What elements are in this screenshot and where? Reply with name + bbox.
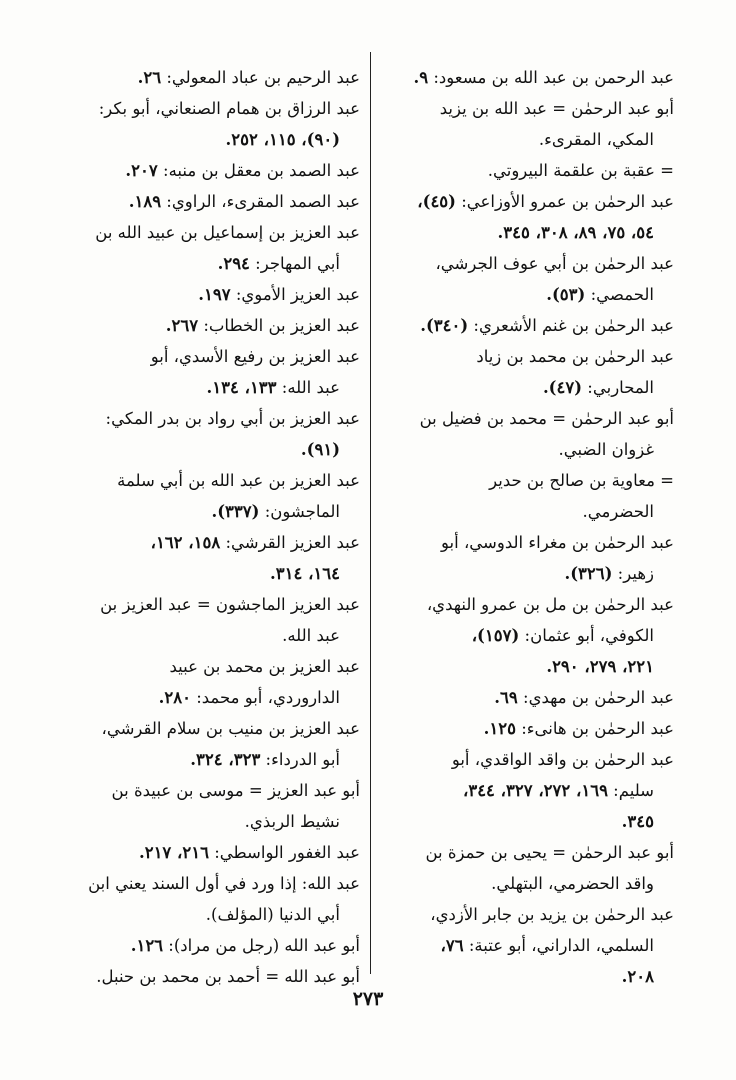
entry-name: أبو عبد الرحمٰن = محمد بن فضيل بن [419,409,674,428]
entry-name: عبد العزيز بن منيب بن سلام القرشي، [101,719,360,738]
index-entry [68,62,360,93]
page-references: ٢٦. [137,68,162,87]
entry-name: أبي الدنيا (المؤلف). [205,905,340,924]
entry-name: عبد الرحمٰن بن غنم الأشعري: [468,316,674,335]
entry-line [68,713,360,744]
index-entry [68,93,360,155]
entry-name: سليم: [607,781,654,800]
entry-line [68,465,360,496]
page-references: (٤٥)، [417,192,456,211]
entry-name: عبد الله: إذا ورد في أول السند يعني ابن [88,874,360,893]
entry-name: عبد العزيز بن محمد بن عبيد [169,657,360,676]
page-references: (٣٤٠). [420,316,469,335]
entry-line [378,744,674,775]
entry-line [378,186,674,217]
index-column-left [68,62,360,992]
entry-name: الحضرمي. [582,502,654,521]
entry-name: أبو عبد الرحمٰن = عبد الله بن يزيد [439,99,674,118]
entry-line [378,465,674,496]
entry-line [68,403,360,434]
entry-name: زهير: [612,564,654,583]
index-entry [378,341,674,403]
index-entry [378,62,674,93]
entry-name: المحاربي: [582,378,654,397]
page-references: ٦٩. [494,688,518,707]
page-references: ٢٢١، ٢٧٩، ٢٩٠. [546,657,654,676]
entry-name: عبد الصمد المقرىء، الراوي: [161,192,360,211]
index-entry [68,279,360,310]
page-references: ١٩٧. [198,285,231,304]
index-entry [378,155,674,186]
entry-line [378,868,674,899]
index-entry [68,527,360,589]
entry-line [378,341,674,372]
entry-line [68,682,360,713]
index-entry [378,248,674,310]
entry-name: عبد الرحيم بن عباد المعولي: [161,68,360,87]
page-references: (٥٣). [546,285,586,304]
index-entry [378,93,674,155]
page-references: ٢٠٧. [125,161,158,180]
entry-name: الكوفي، أبو عثمان: [519,626,654,645]
entry-line [378,775,674,806]
entry-line [68,744,360,775]
page-references: ٣٤٥. [621,812,654,831]
index-entry [378,527,674,589]
page-references: ١٢٦. [130,936,164,955]
page-references: (٤٧). [542,378,583,397]
entry-name: السلمي، الداراني، أبو عتبة: [463,936,654,955]
entry-name: أبو الدرداء: [260,750,340,769]
page-references: ٢٩٤. [217,254,250,273]
entry-name: عبد الرحمٰن بن أبي عوف الجرشي، [435,254,674,273]
index-entry [378,744,674,837]
page-references: ١٢٥. [483,719,516,738]
index-entry [68,186,360,217]
entry-line [378,93,674,124]
page-references: ٢٦٧. [165,316,199,335]
index-entry [378,837,674,899]
entry-line [378,527,674,558]
page-references: ١٣٣، ١٣٤. [206,378,277,397]
entry-name: غزوان الضبي. [558,440,654,459]
entry-name: عبد الرزاق بن همام الصنعاني، أبو بكر: [98,99,360,118]
page-references: (٩١). [300,440,340,459]
page-references: ٢١٦، ٢١٧. [138,843,209,862]
entry-name: عبد الرحمٰن بن مل بن عمرو النهدي، [426,595,674,614]
index-entry [68,341,360,403]
index-entry [68,155,360,186]
entry-line [378,837,674,868]
page-references: ٥٤، ٧٥، ٨٩، ٣٠٨، ٣٤٥. [497,223,654,242]
entry-name: واقد الحضرمي، البتهلي. [491,874,654,893]
entry-line [378,124,674,155]
page-references: ١٦٩، ٢٧٢، ٣٢٧، ٣٤٤، [463,781,608,800]
entry-name: أبو عبد الله (رجل من مراد): [163,936,360,955]
entry-name: عبد الرحمٰن بن واقد الواقدي، أبو [451,750,674,769]
entry-name: عبد الرحمٰن بن محمد بن زياد [476,347,674,366]
entry-name: عبد العزيز الماجشون = عبد العزيز بن [100,595,360,614]
entry-line [68,868,360,899]
entry-line [68,589,360,620]
entry-name: عبد الصمد بن معقل بن منبه: [157,161,360,180]
page-references: (٣٢٦). [564,564,613,583]
entry-line [68,310,360,341]
entry-line [378,682,674,713]
entry-name: عبد الرحمٰن بن عمرو الأوزاعي: [455,192,674,211]
entry-line [378,217,674,248]
entry-name: عبد العزيز الأموي: [230,285,360,304]
entry-name: الداروردي، أبو محمد: [190,688,340,707]
index-entry [68,713,360,775]
index-entry [378,713,674,744]
entry-line [68,93,360,124]
entry-line [378,279,674,310]
entry-line [68,124,360,155]
index-entry [378,186,674,248]
index-entry [68,837,360,868]
entry-name: = عقبة بن علقمة البيروتي. [487,161,674,180]
entry-line [378,651,674,682]
index-entry [68,465,360,527]
entry-name: أبو عبد العزيز = موسى بن عبيدة بن [111,781,360,800]
entry-line [378,310,674,341]
page-references: (١٥٧)، [471,626,520,645]
entry-name: عبد العزيز بن رفيع الأسدي، أبو [150,347,360,366]
entry-line [68,155,360,186]
index-entry [68,930,360,961]
page-references: (٩٠)، ١١٥، ٢٥٢. [225,130,340,149]
entry-name: = معاوية بن صالح بن حدير [489,471,674,490]
entry-line [378,558,674,589]
page-references: ٧٦، [440,936,464,955]
entry-name: عبد العزيز القرشي: [220,533,360,552]
entry-name: عبد الله. [282,626,340,645]
entry-line [378,713,674,744]
entry-name: الحمصي: [585,285,654,304]
page-references: ١٥٨، ١٦٢، [150,533,221,552]
entry-name: عبد العزيز بن عبد الله بن أبي سلمة [117,471,360,490]
index-entry [378,899,674,992]
entry-name: الماجشون: [259,502,340,521]
entry-line [68,558,360,589]
entry-line [378,620,674,651]
entry-line [68,651,360,682]
index-entry [68,589,360,651]
page-references: ٣٢٣، ٣٢٤. [190,750,261,769]
entry-name: عبد الغفور الواسطي: [208,843,360,862]
entry-name: عبد العزيز بن إسماعيل بن عبيد الله بن [95,223,360,242]
entry-line [68,775,360,806]
page-references: ١٦٤، ٣١٤. [269,564,340,583]
column-divider [370,52,371,974]
entry-name: عبد الرحمٰن بن مهدي: [517,688,674,707]
entry-line [68,372,360,403]
entry-line [68,217,360,248]
index-entry [68,310,360,341]
entry-name: أبو عبد الرحمٰن = يحيى بن حمزة بن [425,843,674,862]
entry-line [378,806,674,837]
entry-line [378,434,674,465]
page-references: ٢٠٨. [621,967,654,986]
entry-line [68,248,360,279]
entry-name: عبد الرحمن بن عبد الله بن مسعود: [428,68,674,87]
index-entry [68,651,360,713]
entry-line [68,434,360,465]
index-entry [378,589,674,682]
entry-name: نشيط الربذي. [244,812,340,831]
index-entry [68,217,360,279]
index-entry [378,310,674,341]
index-entry [378,403,674,465]
entry-line [68,186,360,217]
entry-name: عبد الرحمٰن بن هانىء: [515,719,674,738]
entry-line [378,62,674,93]
entry-line [378,899,674,930]
entry-line [68,620,360,651]
entry-name: المكي، المقرىء. [538,130,654,149]
entry-line [378,155,674,186]
entry-line [68,837,360,868]
entry-line [68,341,360,372]
index-entry [68,868,360,930]
entry-name: عبد الرحمٰن بن مغراء الدوسي، أبو [441,533,674,552]
entry-name: عبد العزيز بن أبي رواد بن بدر المكي: [105,409,360,428]
page-references: ٩. [413,68,429,87]
entry-line [68,527,360,558]
entry-line [378,403,674,434]
entry-name: أبي المهاجر: [249,254,340,273]
page-references: ١٨٩. [128,192,162,211]
entry-name: عبد الرحمٰن بن يزيد بن جابر الأزدي، [430,905,674,924]
entry-line [378,930,674,961]
entry-line [378,372,674,403]
entry-line [378,248,674,279]
index-entry [68,403,360,465]
index-entry [378,682,674,713]
entry-line [68,899,360,930]
page-number: ٢٧٣ [352,988,384,1010]
entry-line [68,930,360,961]
index-entry [68,775,360,837]
entry-line [68,496,360,527]
entry-line [68,279,360,310]
entry-line [68,806,360,837]
page-references: (٣٣٧). [211,502,260,521]
entry-name: عبد الله: [276,378,340,397]
page-references: ٢٨٠. [158,688,191,707]
index-column-right [378,62,674,992]
entry-name: أبو عبد الله = أحمد بن محمد بن حنبل. [96,967,360,986]
entry-line [68,62,360,93]
index-entry [378,465,674,527]
entry-name: عبد العزيز بن الخطاب: [198,316,360,335]
entry-line [378,589,674,620]
entry-line [378,496,674,527]
